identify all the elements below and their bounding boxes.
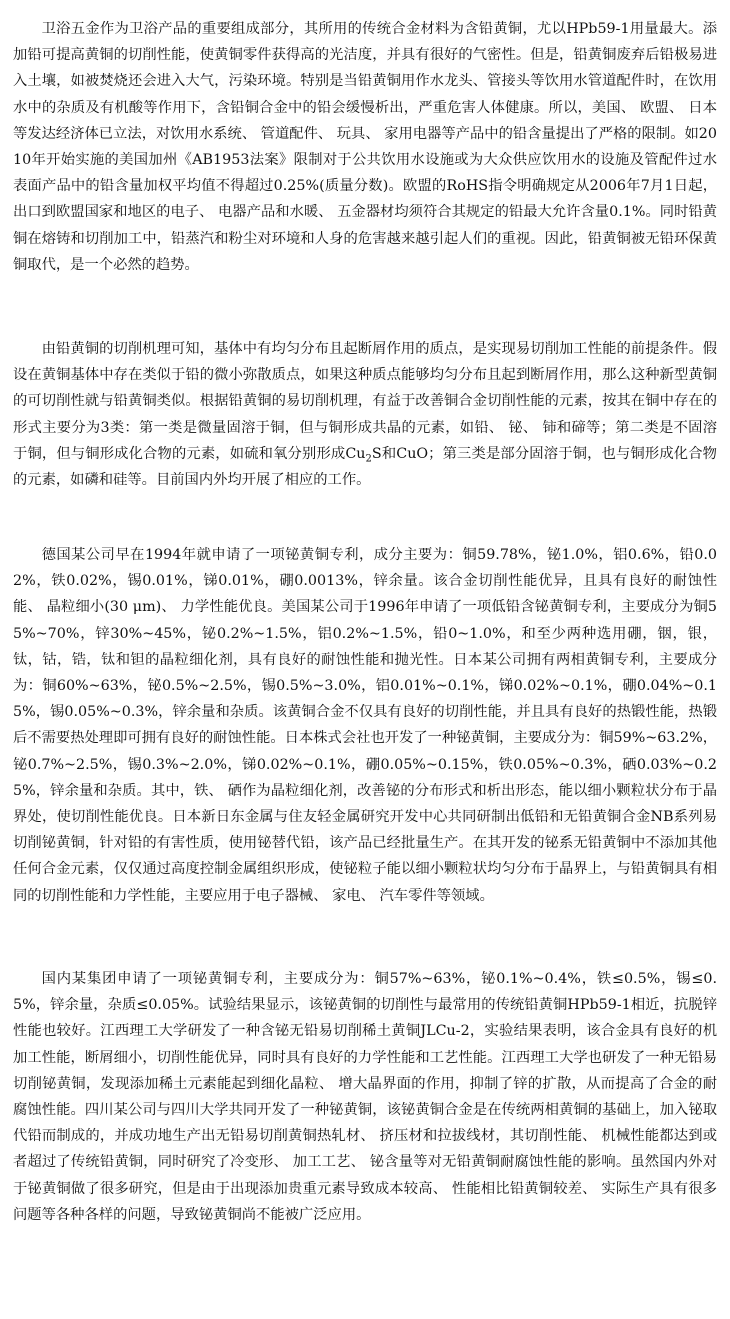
paragraph-cutting-mechanism [13,336,717,493]
paragraph-lead-brass-background: 卫浴五金作为卫浴产品的重要组成部分，其所用的传统合金材料为含铅黄铜，尤以HPb59-1用量最大。添加铅可提高黄铜的切削性能，使黄铜零件获得高的光洁度，并具有很好的气密性。但是，铅黄铜废弃后铅极易进入土壤，如被焚烧还会进入大气，污染环境。特别是当铅黄铜用作水龙头、管接头等饮用水管道配件时，在饮用水中的杂质及有机酸等作用下，含铅铜合金中的铅会缓慢析出，严重危害人体健康。所以，美国、 欧盟、 日本等发达经济体已立法，对饮用水系统、 管道配件、 玩具、 家用电器等产品中的铅含量提出了严格的限制。如2010年开始实施的美国加州《AB1953法案》限制对于公共饮用水设施或为大众供应饮用水的设施及管配件过水表面产品中的铅含量加权平均值不得超过0.25%(质量分数)。欧盟的RoHS指令明确规定从2006年7月1日起，出口到欧盟国家和地区的电子、 电器产品和水暖、 五金器材均须符合其规定的铅最大允许含量0.1%。同时铅黄铜在熔铸和切削加工中，铅蒸汽和粉尘对环境和人身的危害越来越引起人们的重视。因此，铅黄铜被无铅环保黄铜取代，是一个必然的趋势。 [13,21,717,273]
paragraph-domestic-research: 国内某集团申请了一项铋黄铜专利，主要成分为：铜57%~63%，铋0.1%~0.4%，铁≤0.5%，锡≤0.5%，锌余量，杂质≤0.05%。试验结果显示，该铋黄铜的切削性与最常用的传统铅黄铜HPb59-1相近，抗脱锌性能也较好。江西理工大学研发了一种含铋无铅易切削稀土黄铜JLCu-2，实验结果表明，该合金具有良好的机加工性能，断屑细小，切削性能优异，同时具有良好的力学性能和工艺性能。江西理工大学也研发了一种无铅易切削铋黄铜，发现添加稀土元素能起到细化晶粒、 增大晶界面的作用，抑制了锌的扩散，从而提高了合金的耐腐蚀性能。四川某公司与四川大学共同开发了一种铋黄铜，该铋黄铜合金是在传统两相黄铜的基础上，加入铋取代铅而制成的，并成功地生产出无铅易切削黄铜热轧材、 挤压材和拉拔线材，其切削性能、 机械性能都达到或者超过了传统铅黄铜，同时研究了冷变形、 加工工艺、 铋含量等对无铅黄铜耐腐蚀性能的影响。虽然国内外对于铋黄铜做了很多研究，但是由于出现添加贵重元素导致成本较高、 性能相比铅黄铜较差、 实际生产具有很多问题等各种各样的问题，导致铋黄铜尚不能被广泛应用。 [13,971,717,1223]
formula-subscript: 2 [365,453,372,465]
paragraph-foreign-patents: 德国某公司早在1994年就申请了一项铋黄铜专利，成分主要为：铜59.78%，铋1.0%，铝0.6%，铅0.02%，铁0.02%，锡0.01%，锑0.01%，硼0.0013%，锌余量。该合金切削性能优异，且具有良好的耐蚀性能、 晶粒细小(30 μm)、 力学性能优良。美国某公司于1996年申请了一项低铅含铋黄铜专利，主要成分为铜55%~70%，锌30%~45%，铋0.2%~1.5%，铝0.2%~1.5%，铅0~1.0%，和至少两种选用硼，铟，银，钛，钴，锆，钛和钽的晶粒细化剂，具有良好的耐蚀性能和抛光性。日本某公司拥有两相黄铜专利，主要成分为：铜60%~63%，铋0.5%~2.5%，锡0.5%~3.0%，铝0.01%~0.1%，锑0.02%~0.1%，硼0.04%~0.15%，锡0.05%~0.3%，锌余量和杂质。该黄铜合金不仅具有良好的切削性能，并且具有良好的热锻性能，热锻后不需要热处理即可拥有良好的耐蚀性能。日本株式会社也开发了一种铋黄铜，主要成分为：铜59%~63.2%，铋0.7%~2.5%，锡0.3%~2.0%，锑0.02%~0.1%，硼0.05%~0.15%，铁0.05%~0.3%，硒0.03%~0.25%，锌余量和杂质。其中，铁、 硒作为晶粒细化剂，改善铋的分布形式和析出形态，能以细小颗粒状分布于晶界处，使切削性能优良。日本新日东金属与住友轻金属研究开发中心共同研制出低铅和无铅黄铜合金NB系列易切削铋黄铜，针对铅的有害性质，使用铋替代铅，该产品已经批量生产。在其开发的铋系无铅黄铜中不添加其他任何合金元素，仅仅通过高度控制金属组织形成，使铋粒子能以细小颗粒状均匀分布于晶界上，与铅黄铜具有相同的切削性能和力学性能，主要应用于电子器械、 家电、 汽车零件等领域。 [13,547,717,904]
paragraph-text-before-formula: 由铅黄铜的切削机理可知，基体中有均匀分布且起断屑作用的质点，是实现易切削加工性能的前提条件。假设在黄铜基体中存在类似于铅的微小弥散质点，如果这种质点能够均匀分布且起到断屑作用，那么这种新型黄铜的可切削性就与铅黄铜类似。根据铅黄铜的易切削机理，有益于改善铜合金切削性能的元素，按其在铜中存在的形式主要分为3类：第一类是微量固溶于铜，但与铜形成共晶的元素，如铅、 铋、 铈和碲等；第二类是不固溶于铜，但与铜形成化合物的元素，如硫和氧分别形成Cu [13,341,717,462]
paragraph-text-after-formula: S和CuO；第三类是部分固溶于铜，也与铜形成化合物的元素，如磷和硅等。目前国内外均开展了相应的工作。 [13,445,717,489]
